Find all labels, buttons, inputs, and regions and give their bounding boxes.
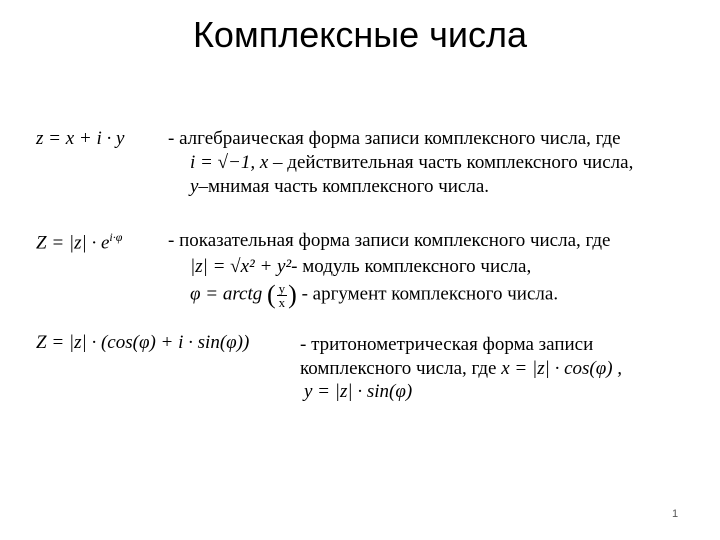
trigonometric-desc-line2-text: комплексного числа, где — [300, 358, 502, 379]
algebraic-formula: z = x + i · y — [36, 128, 125, 149]
algebraic-desc-line3-var: y — [190, 176, 199, 197]
exponential-formula-exponent: i·φ — [109, 230, 123, 244]
trigonometric-formula: Z = |z| · (cos(φ) + i · sin(φ)) — [36, 332, 250, 353]
trigonometric-desc-line2 — [300, 358, 622, 380]
algebraic-desc-line2 — [190, 152, 633, 174]
slide-title: Комплексные числа — [192, 14, 528, 55]
algebraic-desc-line3-text: –мнимая часть комплексного числа. — [198, 176, 490, 197]
trigonometric-desc-line1: - тритонометрическая форма записи — [300, 334, 594, 355]
algebraic-desc-line2-math: i = √−1, x – — [190, 152, 288, 173]
trigonometric-y-math: y = |z| · sin(φ) — [304, 381, 413, 402]
exponential-modulus-text: - модуль комплексного числа, — [291, 256, 532, 277]
exponential-argument-math: φ = arctg — [190, 283, 263, 305]
exponential-formula: $Z = |z| \cdot e^{i\cdot\varphi}$ — [36, 230, 123, 254]
argument-fraction: $\frac{y}{x}$ — [278, 280, 286, 310]
trigonometric-x-math: x = |z| · cos(φ) , — [501, 358, 623, 379]
page-number: 1 — [672, 508, 679, 520]
exponential-desc-line2 — [190, 256, 531, 278]
algebraic-desc-line2-text: действительная часть комплексного числа, — [287, 152, 634, 173]
exponential-argument-text: - аргумент комплексного числа. — [296, 283, 559, 305]
exponential-modulus-math: |z| = √x² + y² — [190, 256, 292, 277]
exponential-desc-line1: - показательная форма записи комплексного числа, где — [168, 230, 611, 251]
exponential-desc-line3: φ = arctg ( $\frac{y}{x}$ ) - аргумент комплексного числа. — [190, 280, 559, 310]
algebraic-desc-line1: - алгебраическая форма записи комплексного числа, где — [168, 128, 621, 149]
algebraic-desc-line3 — [190, 176, 489, 198]
trigonometric-desc-line3 — [304, 381, 412, 403]
